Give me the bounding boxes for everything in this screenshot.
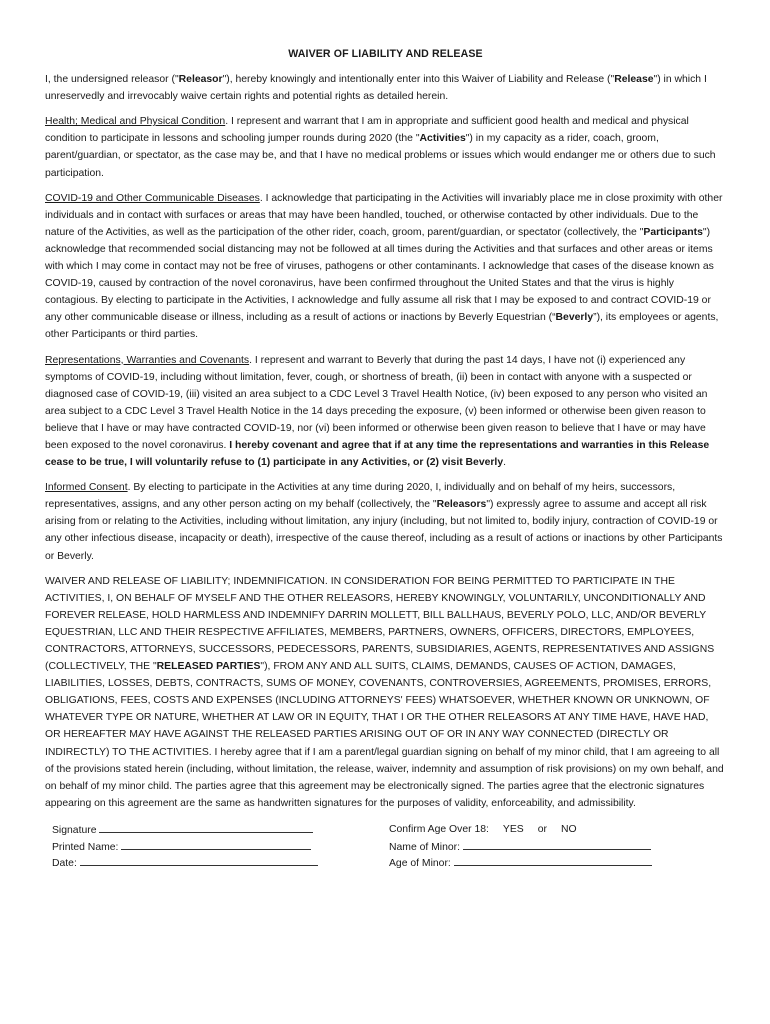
intro-paragraph bbox=[45, 71, 726, 105]
age-confirm-row bbox=[389, 821, 726, 838]
health-heading: Health; Medical and Physical Condition bbox=[45, 116, 226, 128]
representations-heading: Representations, Warranties and Covenants bbox=[45, 354, 250, 366]
intro-text-1: I, the undersigned releasor (" bbox=[45, 74, 179, 86]
consent-heading: Informed Consent bbox=[45, 482, 128, 494]
minor-age-field[interactable] bbox=[454, 854, 652, 866]
no-option[interactable]: NO bbox=[560, 823, 577, 835]
date-label: Date: bbox=[52, 858, 77, 870]
signature-field[interactable] bbox=[99, 821, 313, 833]
released-parties-term: RELEASED PARTIES bbox=[156, 661, 261, 673]
participants-term: Participants bbox=[643, 226, 703, 238]
waiver-text-1: WAIVER AND RELEASE OF LIABILITY; INDEMNIFICATION. IN CONSIDERATION FOR BEING PERMITTED TO PARTICIPATE IN THE ACTIVITIES, I, ON BEHALF OF MYSELF AND THE OTHER RELEASORS, HEREBY KNOWINGLY, VOLUNTARILY, UNCONDITIONALLY AND FOREVER RELEASE, HOLD HARMLESS AND INDEMNIFY DARRIN MOLLETT, BILL BALLHAUS, BEVERLY POLO, LLC, AND/OR BEVERLY EQUESTRIAN, LLC AND THEIR RESPECTIVE AFFILIATES, MEMBERS, PARTNERS, OWNERS, OFFICERS, DIRECTORS, EMPLOYEES, CONTRACTORS, ATTORNEYS, SUCCESSORS, PEDECESSORS, PARENTS, SUBSIDIARIES, AGENTS, REPRESENTATIVES AND ASSIGNS (COLLECTIVELY, THE " bbox=[45, 575, 715, 673]
age-confirm-label: Confirm Age Over 18: bbox=[389, 823, 489, 835]
consent-text-1: . By electing to participate in the Activities at any time during 2020, I, individually and on behalf of my heirs, successors, representatives, assigns, and any other person acting on my behalf (collectively, the " bbox=[45, 482, 676, 511]
covenant-bold-text: I hereby covenant and agree that if at any time the representations and warranties in this Release cease to be true, I will voluntarily refuse to (1) participate in any Activities, or (2) visit Beverly bbox=[45, 439, 710, 469]
minor-age-row bbox=[389, 854, 726, 871]
covid-text-1: . I acknowledge that participating in the Activities will invariably place me in close proximity with other individuals and in contact with surfaces or areas that may have been handled, touched, or otherwise contacted by other individuals. Due to the nature of the Activities, as well as the participation of the other rider, coach, groom, parent/guardian, or spectator (collectively, the " bbox=[45, 192, 723, 238]
intro-text-3: ") in which I unreservedly and irrevocably waive certain rights and potential rights as detailed herein. bbox=[45, 74, 707, 103]
consent-paragraph bbox=[45, 479, 726, 564]
minor-name-field[interactable] bbox=[463, 838, 651, 850]
waiver-text-2: "), FROM ANY AND ALL SUITS, CLAIMS, DEMANDS, CAUSES OF ACTION, DAMAGES, LIABILITIES, LOSSES, DEBTS, CONTRACTS, SUMS OF MONEY, COVENANTS, CONTROVERSIES, AGREEMENTS, PROMISES, ERRORS, OBLIGATIONS, FEES, COSTS AND EXPENSES (INCLUDING ATTORNEYS' FEES) WHATSOEVER, WHETHER KNOWN OR UNKNOWN, OF WHATEVER TYPE OR NATURE, WHETHER AT LAW OR IN EQUITY, THAT I OR THE OTHER RELEASORS AT ANY TIME HAVE, HAVE HAD, OR HEREAFTER MAY HAVE AGAINST THE RELEASED PARTIES ARISING OUT OF OR IN ANY WAY CONNECTED (DIRECTLY OR INDIRECTLY) TO THE ACTIVITIES. I hereby agree that if I am a parent/legal guardian signing on behalf of my minor child, that I am agreeing to all of the provisions stated herein (including, without limitation, the release, waiver, indemnity and assumption of risk provisions) on my own behalf, and on behalf of my minor child. The parties agree that this agreement may be electronically signed. The parties agree that the electronic signatures appearing on this agreement are the same as handwritten signatures for the purposes of validity, enforceability, and admissibility. bbox=[45, 661, 724, 809]
representations-paragraph bbox=[45, 352, 726, 472]
covid-heading: COVID-19 and Other Communicable Diseases bbox=[45, 192, 260, 204]
signature-left-column bbox=[52, 821, 389, 871]
representations-text-1: . I represent and warrant to Beverly that during the past 14 days, I have not (i) experienced any symptoms of COVID-19, including without limitation, fever, cough, or shortness of breath, (ii) been in contact with anyone with a suspected or diagnosed case of COVID-19, (iii) visited an area subject to a CDC Level 3 Travel Health Notice, (iv) been exposed to any person who visited an area subject to a CDC Level 3 Travel Health Notice in the 14 days preceding the exposure, (v) been informed or otherwise been given reason to believe that I have or may have contracted COVID-19, nor (vi) been informed or otherwise been given reason to believe that I have or may have been exposed to the novel coronavirus. bbox=[45, 354, 708, 451]
health-text-2: ") in my capacity as a rider, coach, groom, parent/guardian, or spectator, as the case may be, and that I have no medical problems or issues which would endanger me or others due to such participation. bbox=[45, 133, 716, 179]
covid-text-2: ") acknowledge that recommended social distancing may not be followed at all times during the Activities and that surfaces and other areas or items with which I may come in contact may not be free of viruses, pathogens or other contaminants. I acknowledge that cases of the disease known as COVID-19, caused by contraction of the novel coronavirus, have been confirmed throughout the United States and that the virus is highly contagious. By electing to participate in the Activities, I acknowledge and fully assume all risk that I may be exposed to and contract COVID-19 or any other communicable disease or illness, including as a result of actions or inactions by Beverly Equestrian (“ bbox=[45, 226, 714, 324]
health-text-1: . I represent and warrant that I am in appropriate and sufficient good health and medical and physical condition to participate in lessons and schooling jumper rounds during 2020 (the " bbox=[45, 116, 689, 145]
releasor-term: Releasor bbox=[178, 74, 223, 86]
minor-name-label: Name of Minor: bbox=[389, 841, 461, 853]
yes-option[interactable]: YES bbox=[502, 823, 524, 835]
consent-text-2: ") expressly agree to assume and accept all risk arising from or relating to the Activities, including without limitation, any injury (including, but not limited to, bodily injury, contraction of COVID-19 or any other infectious disease, incapacity or death), irrespective of the cause thereof, including as a result of actions or inactions by other Participants or Beverly. bbox=[45, 499, 723, 562]
minor-age-label: Age of Minor: bbox=[389, 858, 451, 870]
printed-name-field[interactable] bbox=[121, 838, 311, 850]
signature-right-column bbox=[389, 821, 726, 871]
date-field[interactable] bbox=[80, 854, 318, 866]
releasors-term: Releasors bbox=[436, 499, 487, 511]
signature-label: Signature bbox=[52, 824, 97, 836]
intro-text-2: "), hereby knowingly and intentionally enter into this Waiver of Liability and Release (" bbox=[222, 74, 615, 86]
activities-term: Activities bbox=[419, 133, 466, 145]
or-text: or bbox=[537, 823, 547, 835]
printed-name-row bbox=[52, 838, 389, 855]
signature-row bbox=[52, 821, 389, 838]
representations-text-2: . bbox=[503, 457, 506, 469]
beverly-term: Beverly bbox=[555, 312, 594, 324]
release-term: Release bbox=[614, 74, 654, 86]
waiver-paragraph bbox=[45, 573, 726, 812]
document-title: WAIVER OF LIABILITY AND RELEASE bbox=[288, 48, 483, 60]
date-row bbox=[52, 854, 389, 871]
covid-text-3: ”), its employees or agents, other Participants or third parties. bbox=[45, 312, 719, 341]
health-paragraph bbox=[45, 113, 726, 181]
covid-paragraph bbox=[45, 190, 726, 344]
printed-name-label: Printed Name: bbox=[52, 841, 119, 853]
signature-block bbox=[45, 821, 726, 871]
minor-name-row bbox=[389, 838, 726, 855]
